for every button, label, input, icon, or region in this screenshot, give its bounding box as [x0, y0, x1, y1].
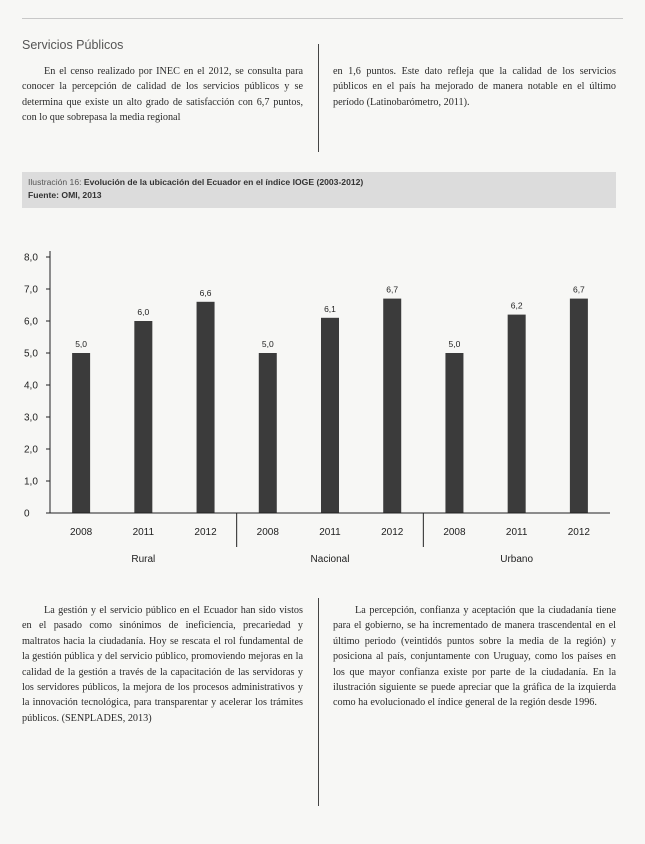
y-tick-label: 3,0 — [24, 412, 38, 424]
bottom-right-paragraph: La percepción, confianza y aceptación que la ciudadanía tiene para el gobierno, se ha incrementado de manera trascendental en el último periodo (veintidós puntos sobre la media de la región) y posiciona al país, conjuntamente con Uruguay, como los países en los que mayor confianza existe por parte de la ciudadanía. En la ilustración siguiente se puede apreciar que la gráfica de la izquierda como ha evolucionado el índice general de la región desde 1996. — [333, 605, 616, 709]
bar-value-label: 5,0 — [261, 339, 274, 349]
bottom-column-divider — [318, 598, 319, 806]
y-tick-label: 7,0 — [24, 284, 38, 296]
x-category-label: 2011 — [319, 527, 341, 538]
bar — [197, 302, 215, 513]
y-tick-label: 2,0 — [24, 444, 38, 456]
y-tick-label: 8,0 — [24, 252, 38, 264]
bar-value-label: 5,0 — [75, 339, 88, 349]
bar-value-label: 6,7 — [386, 284, 399, 295]
top-column-divider — [318, 44, 319, 152]
y-tick-label: 1,0 — [24, 476, 38, 488]
x-category-label: 2012 — [194, 527, 217, 538]
bottom-left-column — [22, 603, 303, 726]
bar — [445, 353, 463, 513]
top-right-paragraph: en 1,6 puntos. Este dato refleja que la calidad de los servicios públicos en el país ha mejorado de manera notable en el último período (Latinobarómetro, 2011). — [333, 66, 616, 108]
bar — [134, 321, 152, 513]
bar-value-label: 6,2 — [510, 300, 523, 311]
bar-value-label: 5,0 — [448, 339, 461, 349]
group-label: Urbano — [500, 554, 534, 565]
bar-value-label: 6,1 — [324, 303, 336, 314]
x-category-label: 2012 — [381, 527, 404, 538]
top-left-column — [22, 64, 303, 126]
bottom-right-column — [333, 603, 616, 711]
x-category-label: 2008 — [256, 527, 279, 538]
bar — [383, 299, 401, 513]
caption-source: Fuente: OMI, 2013 — [28, 190, 102, 200]
bar — [72, 353, 90, 513]
bottom-left-paragraph: La gestión y el servicio público en el Ecuador han sido vistos en el pasado como sinónimos de ineficiencia, precariedad y maltratos hacia la ciudadanía. Hoy se rescata el rol fundamental de la gestión pública y del servicio público, promoviendo mejoras en la calidad de la gestión a través de la capacitación de las servidoras y los servidores públicos, la mejora de los procesos administrativos y la innovación tecnológica, para transparentar y acelerar los trámites públicos. (SENPLADES, 2013) — [22, 605, 303, 724]
figure-caption — [22, 172, 616, 208]
y-axis — [24, 251, 50, 520]
x-category-label: 2008 — [69, 527, 93, 538]
caption-title: Evolución de la ubicación del Ecuador en el índice IOGE (2003-2012) — [83, 177, 364, 187]
bar-value-label: 6,6 — [199, 287, 212, 298]
bar — [508, 315, 526, 513]
bar — [570, 299, 588, 513]
y-tick-label: 0 — [24, 508, 30, 520]
x-category-label: 2011 — [132, 527, 155, 538]
bar-value-label: 6,0 — [137, 307, 150, 317]
top-right-column — [333, 64, 616, 110]
y-tick-label: 5,0 — [24, 348, 38, 360]
group-label: Rural — [131, 554, 156, 565]
x-axis — [50, 513, 610, 565]
bar-chart — [0, 230, 645, 580]
y-tick-label: 4,0 — [24, 380, 38, 392]
x-category-label: 2011 — [505, 527, 528, 538]
top-rule — [22, 18, 623, 19]
bar — [259, 353, 277, 513]
bar — [321, 318, 339, 513]
bar-value-label: 6,7 — [572, 284, 585, 295]
group-label: Nacional — [310, 554, 350, 565]
y-tick-label: 6,0 — [24, 316, 38, 328]
x-category-label: 2008 — [443, 527, 466, 538]
caption-label: Ilustración 16: — [28, 177, 82, 187]
x-category-label: 2012 — [567, 527, 591, 538]
top-left-paragraph: En el censo realizado por INEC en el 2012, se consulta para conocer la percepción de calidad de los servicios públicos y se determina que existe un alto grado de satisfacción con 6,7 puntos, con lo que sobrepasa la media regional — [22, 66, 303, 124]
bars — [72, 285, 588, 513]
section-title: Servicios Públicos — [22, 38, 124, 52]
